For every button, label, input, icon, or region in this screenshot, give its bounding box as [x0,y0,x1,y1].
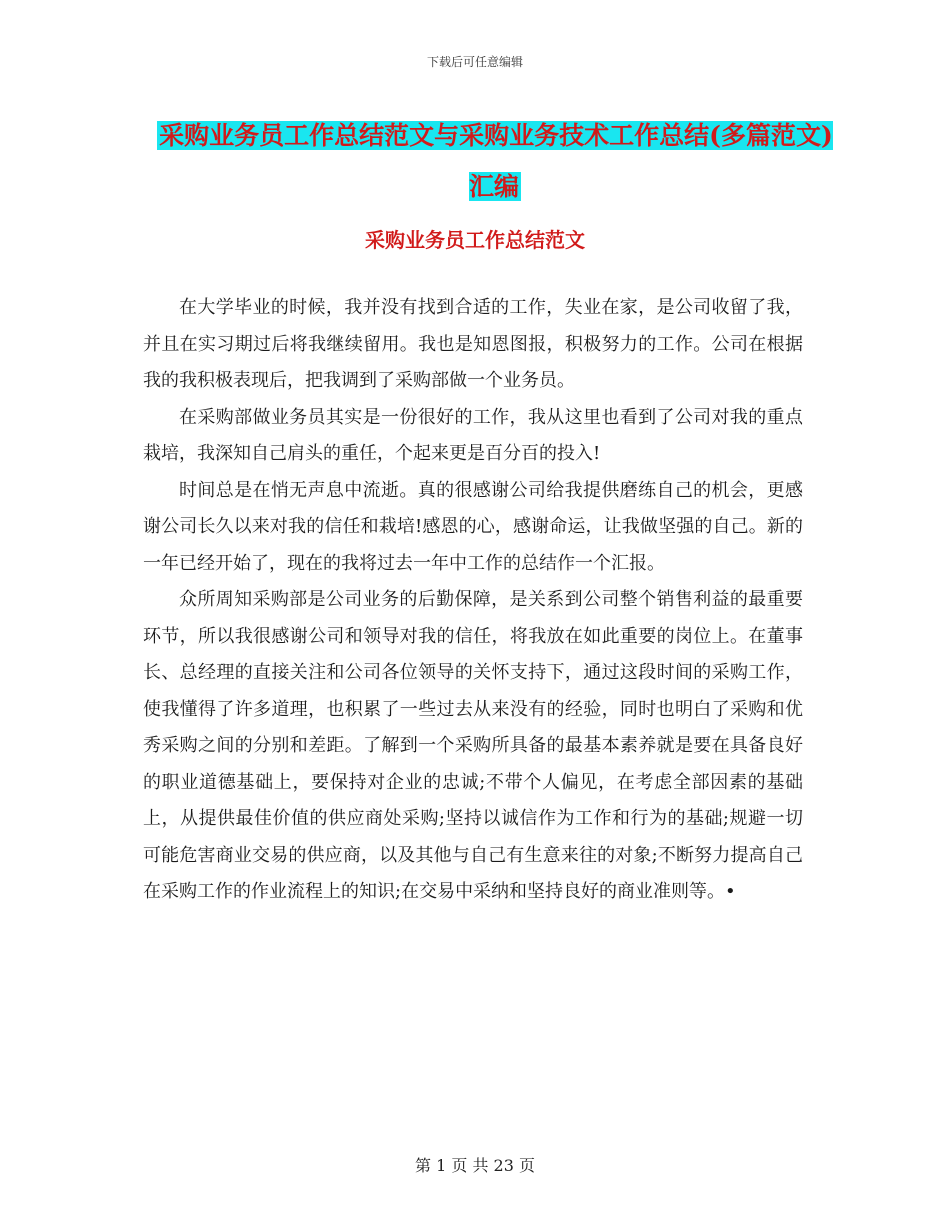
body-text [143,290,803,911]
section-title: 采购业务员工作总结范文 [365,228,585,252]
page-footer: 第 1 页 共 23 页 [415,1156,535,1175]
header-note: 下载后可任意编辑 [426,55,523,69]
paragraph: 在采购部做业务员其实是一份很好的工作，我从这里也看到了公司对我的重点栽培，我深知自己肩头的重任，个起来更是百分百的投入! [143,406,803,464]
paragraph: 众所周知采购部是公司业务的后勤保障，是关系到公司整个销售利益的最重要环节，所以我很感谢公司和领导对我的信任，将我放在如此重要的岗位上。在董事长、总经理的直接关注和公司各位领导的关怀支持下，通过这段时间的采购工作，使我懂得了许多道理，也积累了一些过去从来没有的经验，同时也明白了采购和优秀采购之间的分别和差距。了解到一个采购所具备的最基本素养就是要在具备良好的职业道德基础上，要保持对企业的忠诚;不带个人偏见，在考虑全部因素的基础上，从提供最佳价值的供应商处采购;坚持以诚信作为工作和行为的基础;规避一切可能危害商业交易的供应商，以及其他与自己有生意来往的对象;不断努力提高自己在采购工作的作业流程上的知识;在交易中采纳和坚持良好的商业准则等。• [143,589,803,902]
paragraph: 在大学毕业的时候，我并没有找到合适的工作，失业在家，是公司收留了我，并且在实习期过后将我继续留用。我也是知恩图报，积极努力的工作。公司在根据我的我积极表现后，把我调到了采购部做一个业务员。 [143,297,803,391]
document-title-text: 采购业务员工作总结范文与采购业务技术工作总结(多篇范文)汇编 [159,121,833,201]
document-title [145,110,845,212]
paragraph: 时间总是在悄无声息中流逝。真的很感谢公司给我提供磨练自己的机会，更感谢公司长久以来对我的信任和栽培!感恩的心，感谢命运，让我做坚强的自己。新的一年已经开始了，现在的我将过去一年中工作的总结作一个汇报。 [143,479,803,574]
